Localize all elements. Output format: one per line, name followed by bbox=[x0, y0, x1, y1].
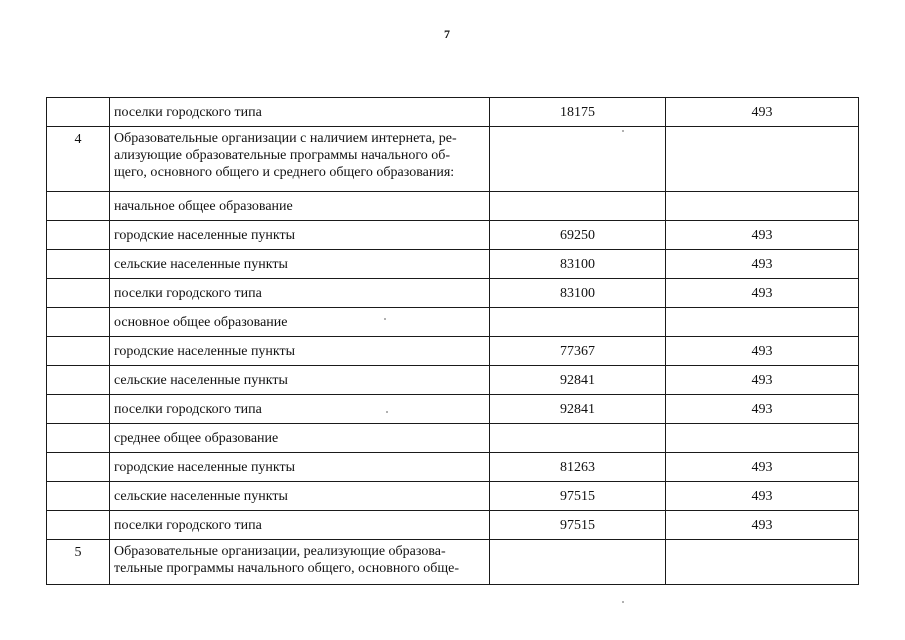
row-number bbox=[47, 250, 110, 279]
row-label-text: Образовательные организации с наличием интернета, ре- ализующие образовательные программы начального об- щего, основного общего и среднего общего образования: bbox=[114, 131, 457, 180]
table-row bbox=[47, 221, 859, 250]
row-label: поселки городского типа bbox=[110, 98, 490, 127]
table-row bbox=[47, 453, 859, 482]
row-number: 5 bbox=[47, 540, 110, 585]
row-value-1 bbox=[490, 308, 666, 337]
table-row bbox=[47, 192, 859, 221]
row-value-1: 92841 bbox=[490, 366, 666, 395]
row-value-1: 83100 bbox=[490, 279, 666, 308]
row-value-2: 493 bbox=[666, 337, 859, 366]
table-row bbox=[47, 540, 859, 585]
row-value-1: 97515 bbox=[490, 482, 666, 511]
row-value-1: 18175 bbox=[490, 98, 666, 127]
row-number bbox=[47, 98, 110, 127]
row-value-2: 493 bbox=[666, 279, 859, 308]
row-label: городские населенные пункты bbox=[110, 337, 490, 366]
row-label: поселки городского типа bbox=[110, 511, 490, 540]
scan-speck bbox=[622, 601, 624, 603]
scan-speck bbox=[622, 130, 624, 132]
row-value-1: 83100 bbox=[490, 250, 666, 279]
table-row bbox=[47, 308, 859, 337]
row-value-1 bbox=[490, 540, 666, 585]
row-number bbox=[47, 453, 110, 482]
row-value-2: 493 bbox=[666, 250, 859, 279]
table-row bbox=[47, 279, 859, 308]
row-label: основное общее образование bbox=[110, 308, 490, 337]
table-row bbox=[47, 424, 859, 453]
row-number bbox=[47, 279, 110, 308]
table-row bbox=[47, 250, 859, 279]
row-number bbox=[47, 366, 110, 395]
row-label: сельские населенные пункты bbox=[110, 250, 490, 279]
page-number: 7 bbox=[444, 27, 450, 41]
row-number bbox=[47, 308, 110, 337]
row-value-1: 92841 bbox=[490, 395, 666, 424]
row-value-2 bbox=[666, 192, 859, 221]
row-value-1: 69250 bbox=[490, 221, 666, 250]
row-value-2: 493 bbox=[666, 453, 859, 482]
row-number bbox=[47, 424, 110, 453]
row-label bbox=[110, 540, 490, 585]
row-number bbox=[47, 221, 110, 250]
row-value-2: 493 bbox=[666, 221, 859, 250]
row-label: городские населенные пункты bbox=[110, 221, 490, 250]
row-value-1 bbox=[490, 192, 666, 221]
table-row bbox=[47, 482, 859, 511]
row-label: начальное общее образование bbox=[110, 192, 490, 221]
row-number bbox=[47, 511, 110, 540]
row-value-2 bbox=[666, 127, 859, 192]
row-label: сельские населенные пункты bbox=[110, 366, 490, 395]
table-row bbox=[47, 337, 859, 366]
row-value-1: 77367 bbox=[490, 337, 666, 366]
row-label: поселки городского типа bbox=[110, 395, 490, 424]
row-value-2: 493 bbox=[666, 511, 859, 540]
row-label: сельские населенные пункты bbox=[110, 482, 490, 511]
row-label: городские населенные пункты bbox=[110, 453, 490, 482]
row-number bbox=[47, 337, 110, 366]
row-label bbox=[110, 127, 490, 192]
row-value-1: 81263 bbox=[490, 453, 666, 482]
row-label: среднее общее образование bbox=[110, 424, 490, 453]
row-number bbox=[47, 395, 110, 424]
row-value-1: 97515 bbox=[490, 511, 666, 540]
row-number: 4 bbox=[47, 127, 110, 192]
row-value-2: 493 bbox=[666, 395, 859, 424]
data-table bbox=[46, 97, 859, 585]
scan-speck bbox=[386, 411, 388, 413]
row-number bbox=[47, 482, 110, 511]
row-value-2 bbox=[666, 424, 859, 453]
table-row bbox=[47, 366, 859, 395]
row-number bbox=[47, 192, 110, 221]
row-value-2 bbox=[666, 308, 859, 337]
row-value-1 bbox=[490, 127, 666, 192]
row-label: поселки городского типа bbox=[110, 279, 490, 308]
table-row bbox=[47, 98, 859, 127]
row-value-2: 493 bbox=[666, 482, 859, 511]
table-row bbox=[47, 511, 859, 540]
row-value-2: 493 bbox=[666, 366, 859, 395]
table-row bbox=[47, 395, 859, 424]
table-row bbox=[47, 127, 859, 192]
scan-speck bbox=[384, 318, 386, 320]
row-value-1 bbox=[490, 424, 666, 453]
row-value-2: 493 bbox=[666, 98, 859, 127]
row-label-text: Образовательные организации, реализующие образова- тельные программы начального общего, основного обще- bbox=[114, 544, 460, 576]
row-value-2 bbox=[666, 540, 859, 585]
